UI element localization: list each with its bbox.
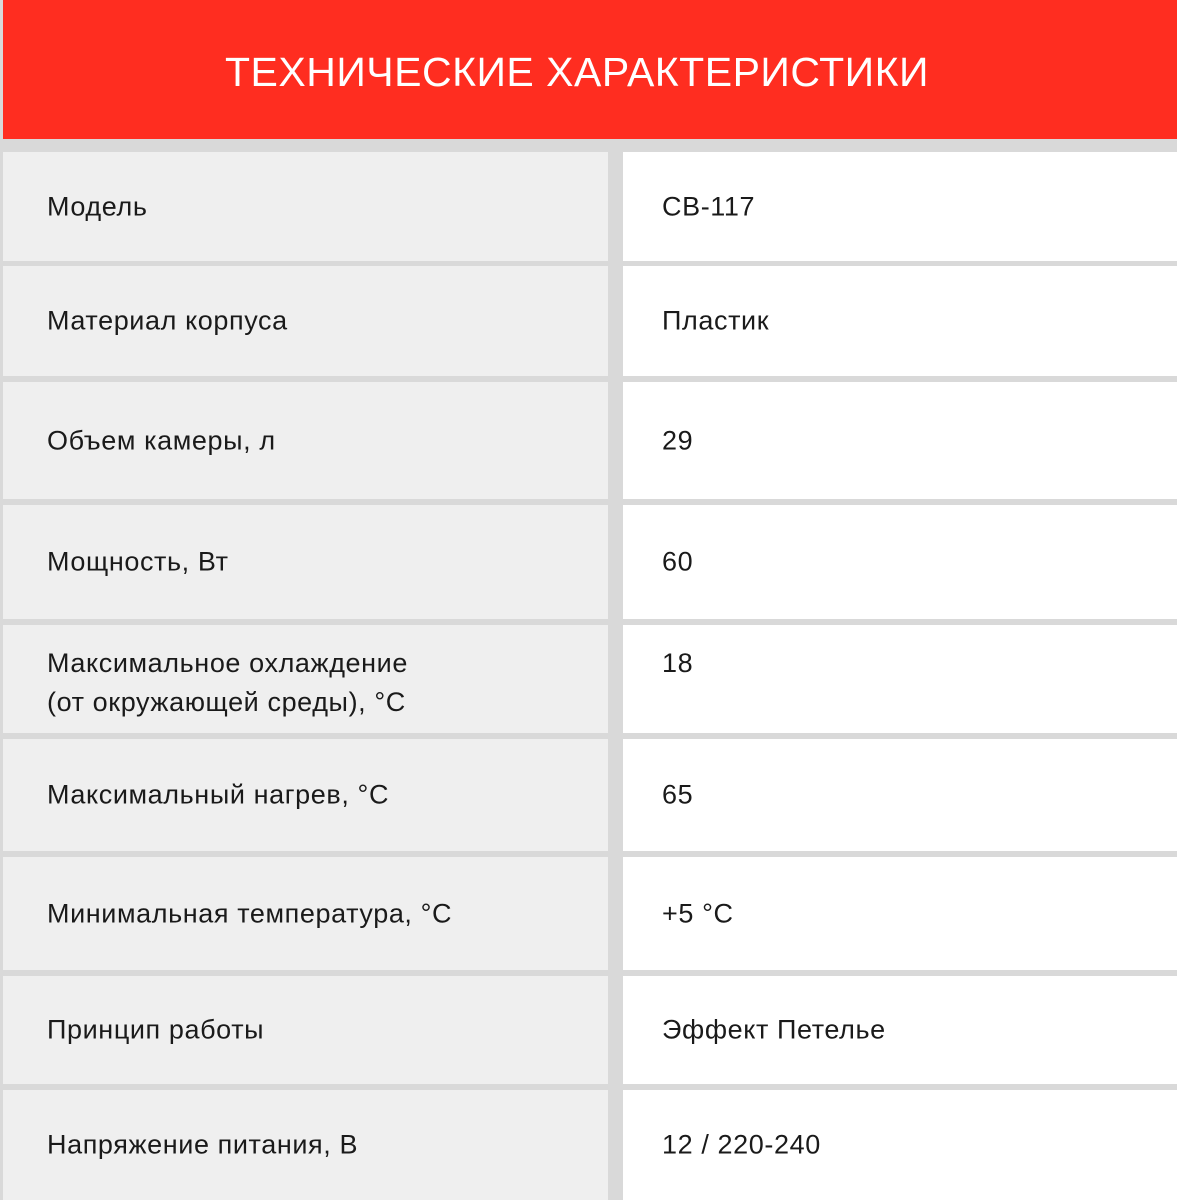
spec-value-cell bbox=[623, 625, 1177, 733]
page-title: ТЕХНИЧЕСКИЕ ХАРАКТЕРИСТИКИ bbox=[224, 49, 930, 95]
spec-label-cell bbox=[3, 739, 608, 851]
spec-value-cell bbox=[623, 976, 1177, 1084]
spec-row-operating-principle bbox=[0, 976, 1177, 1084]
spec-label-cell bbox=[3, 625, 608, 733]
spec-row-max-cooling bbox=[0, 625, 1177, 733]
spec-value: 18 bbox=[662, 648, 694, 678]
spec-label: Максимальное охлаждение bbox=[47, 648, 408, 678]
spec-row-supply-voltage bbox=[0, 1090, 1177, 1200]
spec-label-cell bbox=[3, 505, 608, 619]
spec-label: Минимальная температура, °C bbox=[47, 898, 453, 928]
spec-value: 65 bbox=[662, 779, 694, 810]
spec-label: Материал корпуса bbox=[47, 305, 288, 336]
spec-value: Пластик bbox=[662, 305, 770, 336]
spec-table bbox=[0, 139, 1177, 1200]
spec-label: Модель bbox=[47, 191, 148, 221]
spec-value: Эффект Петелье bbox=[662, 1014, 886, 1045]
spec-value: 12 / 220-240 bbox=[662, 1129, 821, 1160]
spec-value-cell bbox=[623, 1090, 1177, 1200]
spec-value-cell bbox=[623, 505, 1177, 619]
spec-label: Принцип работы bbox=[47, 1014, 265, 1045]
spec-label-cell bbox=[3, 1090, 608, 1200]
spec-value: +5 °C bbox=[662, 898, 734, 928]
spec-row-min-temperature bbox=[0, 857, 1177, 970]
spec-value: CB-117 bbox=[662, 191, 756, 221]
spec-label: Мощность, Вт bbox=[47, 546, 229, 577]
spec-label: Напряжение питания, В bbox=[47, 1129, 359, 1160]
spec-label-cell bbox=[3, 266, 608, 376]
spec-label-cell bbox=[3, 382, 608, 499]
spec-row-max-heating bbox=[0, 739, 1177, 851]
spec-row-model bbox=[0, 152, 1177, 261]
spec-row-material bbox=[0, 266, 1177, 376]
spec-label: Максимальный нагрев, °C bbox=[47, 779, 390, 810]
header-banner bbox=[3, 0, 1177, 139]
spec-row-volume bbox=[0, 382, 1177, 499]
spec-value-cell bbox=[623, 739, 1177, 851]
spec-row-power bbox=[0, 505, 1177, 619]
spec-label: Объем камеры, л bbox=[47, 425, 276, 455]
spec-value-cell bbox=[623, 152, 1177, 261]
spec-value-cell bbox=[623, 382, 1177, 499]
spec-value: 29 bbox=[662, 425, 694, 455]
spec-value-cell bbox=[623, 266, 1177, 376]
spec-value: 60 bbox=[662, 546, 694, 577]
spec-label-cell bbox=[3, 976, 608, 1084]
spec-label-cell bbox=[3, 857, 608, 970]
spec-label-cell bbox=[3, 152, 608, 261]
spec-value-cell bbox=[623, 857, 1177, 970]
spec-label-line2: (от окружающей среды), °C bbox=[47, 687, 406, 717]
